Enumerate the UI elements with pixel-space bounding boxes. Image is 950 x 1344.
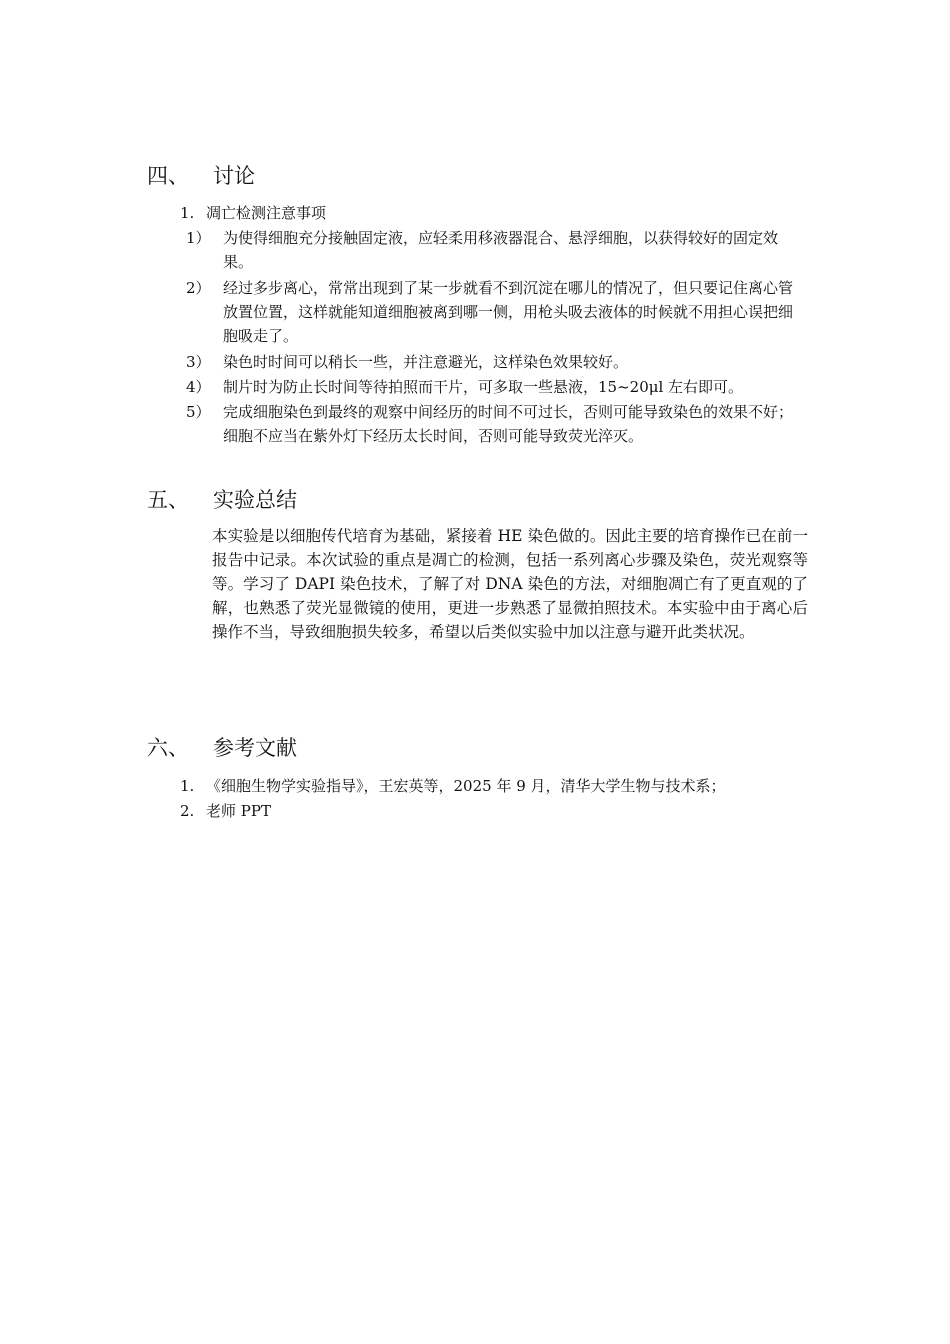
list-item-text: 完成细胞染色到最终的观察中间经历的时间不可过长，否则可能导致染色的效果不好；细胞不应当在紫外灯下经历太长时间，否则可能导致荧光淬灭。 [223, 403, 794, 445]
section-number: 四、 [147, 164, 189, 188]
list-item [186, 350, 796, 374]
list-item [186, 375, 796, 399]
reference-number: 2. [180, 802, 195, 820]
section-number: 六、 [147, 736, 189, 760]
list-item-number: 2） [186, 279, 211, 297]
list-item-text: 染色时时间可以稍长一些，并注意避光，这样染色效果较好。 [223, 353, 629, 371]
reference-item [180, 774, 726, 798]
subsection-number: 1. [180, 204, 195, 222]
subsection-heading [180, 201, 326, 225]
list-item-number: 5） [186, 403, 211, 421]
list-item-number: 4） [186, 378, 211, 396]
list-item-number: 1） [186, 229, 211, 247]
list-item-text: 为使得细胞充分接触固定液，应轻柔用移液器混合、悬浮细胞，以获得较好的固定效果。 [223, 229, 779, 271]
section-title: 参考文献 [213, 736, 297, 760]
list-item-number: 3） [186, 353, 211, 371]
section-title: 讨论 [213, 164, 255, 188]
reference-text: 老师 PPT [206, 802, 271, 820]
list-item [186, 400, 796, 448]
list-item-text: 制片时为防止长时间等待拍照而干片，可多取一些悬液，15~20μl 左右即可。 [223, 378, 744, 396]
list-item [186, 226, 796, 274]
reference-item [180, 799, 271, 823]
reference-text: 《细胞生物学实验指导》，王宏英等，2025 年 9 月，清华大学生物与技术系； [206, 777, 726, 795]
list-item [186, 276, 796, 348]
section-number: 五、 [147, 488, 189, 512]
list-item-text: 经过多步离心，常常出现到了某一步就看不到沉淀在哪儿的情况了，但只要记住离心管放置位置，这样就能知道细胞被离到哪一侧，用枪头吸去液体的时候就不用担心误把细胞吸走了。 [223, 279, 794, 345]
section-title: 实验总结 [213, 488, 297, 512]
reference-number: 1. [180, 777, 195, 795]
summary-paragraph: 本实验是以细胞传代培育为基础，紧接着 HE 染色做的。因此主要的培育操作已在前一报告中记录。本次试验的重点是凋亡的检测，包括一系列离心步骤及染色，荧光观察等等。学习了 DAPI 染色技术，了解了对 DNA 染色的方法，对细胞凋亡有了更直观的了解，也熟悉了荧光显微镜的使用，更进一步熟悉了显微拍照技术。本实验中由于离心后操作不当，导致细胞损失较多，希望以后类似实验中加以注意与避开此类状况。 [212, 527, 808, 641]
subsection-title: 凋亡检测注意事项 [206, 204, 327, 222]
